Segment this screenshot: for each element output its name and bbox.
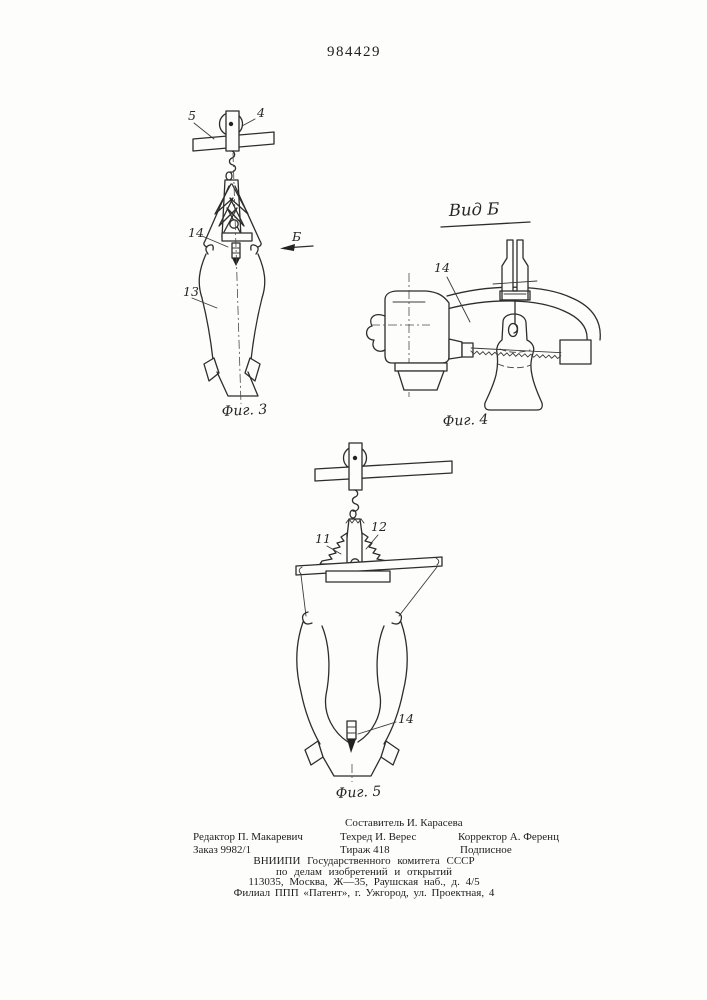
fig3-label-13: 13: [183, 284, 199, 299]
fig4-caption: Фиг. 4: [442, 411, 489, 430]
colophon-address: 113035, Москва, Ж—35, Раушская наб., д. 4/5: [248, 876, 480, 888]
colophon-techred: Техред И. Верес: [340, 831, 417, 843]
fig3-label-5: 5: [188, 108, 196, 123]
fig3-caption: Фиг. 3: [221, 401, 268, 420]
patent-number: 984429: [327, 44, 381, 60]
fig5-label-14: 14: [398, 711, 414, 726]
fig3-view-arrow-label: Б: [292, 229, 302, 244]
fig5-label-11: 11: [315, 531, 331, 546]
colophon-branch: Филиал ППП «Патент», г. Ужгород, ул. Проектная, 4: [233, 887, 495, 899]
colophon-corrector: Корректор А. Ференц: [458, 831, 559, 843]
colophon-vniipi-line2: по делам изобретений и открытий: [275, 866, 453, 878]
fig4-label-14: 14: [434, 260, 450, 275]
fig5-label-12: 12: [371, 519, 387, 534]
colophon-order: Заказ 9982/1: [193, 844, 252, 856]
fig3-label-14: 14: [188, 225, 204, 240]
colophon-vniipi-line1: ВНИИПИ Государственного комитета СССР: [253, 855, 475, 867]
colophon-editor: Редактор П. Макаревич: [193, 831, 303, 843]
fig4-view-title: Вид Б: [448, 199, 500, 220]
fig3-label-4: 4: [257, 105, 265, 120]
colophon-subscription: Подписное: [460, 844, 512, 856]
fig5-caption: Фиг. 5: [335, 783, 382, 802]
colophon-tirazh: Тираж 418: [340, 844, 390, 856]
colophon-compiler: Составитель И. Карасева: [345, 817, 463, 829]
